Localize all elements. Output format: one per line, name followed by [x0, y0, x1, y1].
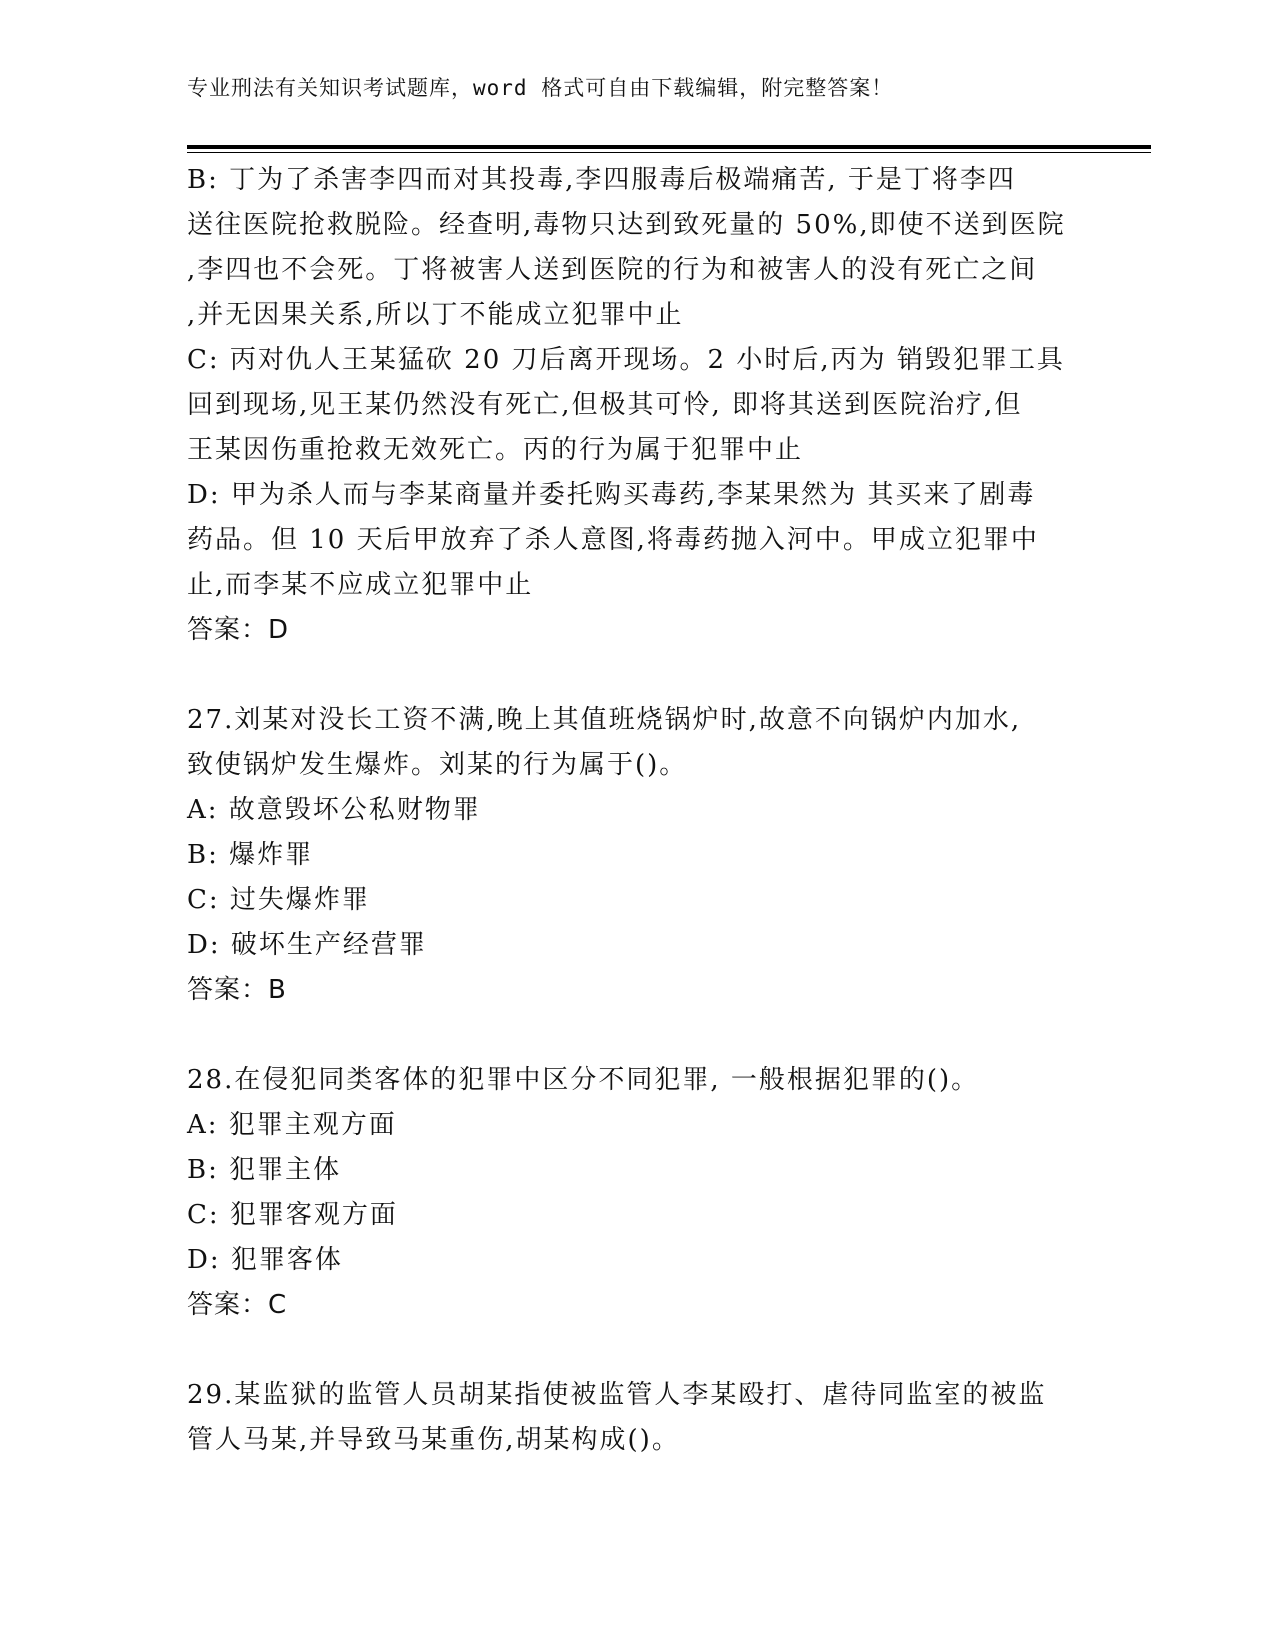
spacer — [187, 653, 1087, 698]
option-d: D: 破坏生产经营罪 — [187, 930, 427, 960]
option-c-block — [187, 338, 1087, 473]
spacer — [187, 1013, 1087, 1058]
spacer — [187, 1328, 1087, 1373]
option-line: 止,而李某不应成立犯罪中止 — [187, 570, 534, 600]
option-line: B: 丁为了杀害李四而对其投毒,李四服毒后极端痛苦, 于是丁将李四 — [187, 165, 1016, 195]
question-body — [187, 158, 1087, 1463]
option-d-block — [187, 473, 1087, 608]
option-b: B: 爆炸罪 — [187, 840, 314, 870]
question-stem: 管人马某,并导致马某重伤,胡某构成()。 — [187, 1425, 680, 1455]
option-d: D: 犯罪客体 — [187, 1245, 343, 1275]
option-line: 回到现场,见王某仍然没有死亡,但极其可怜, 即将其送到医院治疗,但 — [187, 390, 1023, 420]
question-27 — [187, 698, 1087, 1013]
question-28 — [187, 1058, 1087, 1328]
option-line: 送往医院抢救脱险。经查明,毒物只达到致死量的 50%,即使不送到医院 — [187, 210, 1066, 240]
option-line: 药品。但 10 天后甲放弃了杀人意图,将毒药抛入河中。甲成立犯罪中 — [187, 525, 1039, 555]
header-rule-thick — [187, 145, 1151, 149]
answer-line: 答案：B — [187, 975, 287, 1005]
option-c: C: 犯罪客观方面 — [187, 1200, 398, 1230]
question-stem: 致使锅炉发生爆炸。刘某的行为属于()。 — [187, 750, 688, 780]
option-a: A: 犯罪主观方面 — [187, 1110, 397, 1140]
question-stem: 28.在侵犯同类客体的犯罪中区分不同犯罪, 一般根据犯罪的()。 — [187, 1065, 980, 1095]
option-a: A: 故意毁坏公私财物罪 — [187, 795, 481, 825]
option-line: C: 丙对仇人王某猛砍 20 刀后离开现场。2 小时后,丙为 销毁犯罪工具 — [187, 345, 1065, 375]
option-c: C: 过失爆炸罪 — [187, 885, 370, 915]
option-line: ,李四也不会死。丁将被害人送到医院的行为和被害人的没有死亡之间 — [187, 255, 1038, 285]
answer-line: 答案：C — [187, 1290, 288, 1320]
option-b-block — [187, 158, 1087, 338]
question-stem: 29.某监狱的监管人员胡某指使被监管人李某殴打、虐待同监室的被监 — [187, 1380, 1047, 1410]
question-stem: 27.刘某对没长工资不满,晚上其值班烧锅炉时,故意不向锅炉内加水, — [187, 705, 1022, 735]
option-line: ,并无因果关系,所以丁不能成立犯罪中止 — [187, 300, 684, 330]
answer-line: 答案：D — [187, 615, 290, 645]
question-29 — [187, 1373, 1087, 1463]
option-b: B: 犯罪主体 — [187, 1155, 342, 1185]
option-line: 王某因伤重抢救无效死亡。丙的行为属于犯罪中止 — [187, 435, 804, 465]
page-header: 专业刑法有关知识考试题库，word 格式可自由下载编辑，附完整答案！ — [187, 76, 894, 100]
option-line: D: 甲为杀人而与李某商量并委托购买毒药,李某果然为 其买来了剧毒 — [187, 480, 1036, 510]
header-rule-thin — [187, 152, 1151, 153]
